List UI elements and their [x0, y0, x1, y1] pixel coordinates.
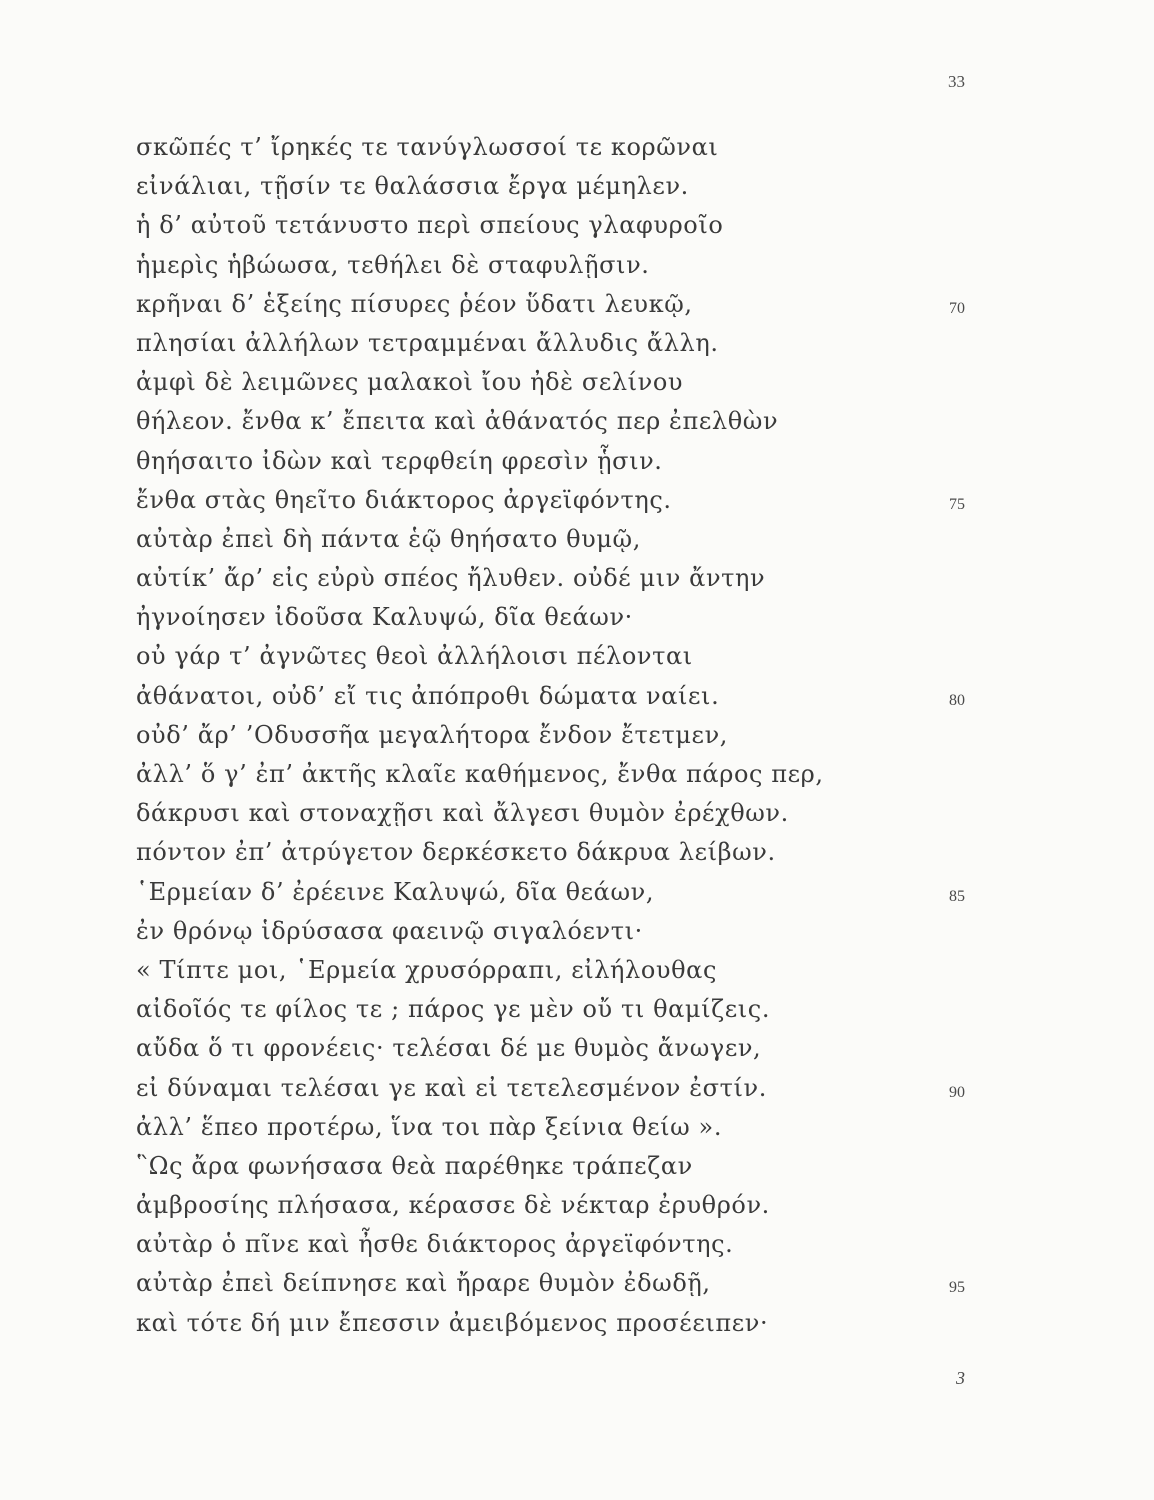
verse-text: ἐν θρόνῳ ἱδρύσασα φαεινῷ σιγαλόεντι·: [136, 916, 643, 945]
line-number: 85: [949, 887, 965, 905]
verse-line: [136, 520, 966, 559]
verse-line: [136, 246, 966, 285]
verse-line: [136, 206, 966, 245]
verse-line: [136, 990, 966, 1029]
verse-text: καὶ τότε δή μιν ἔπεσσιν ἀμειβόμενος προσέειπεν·: [136, 1308, 769, 1337]
verse-line: [136, 598, 966, 637]
verse-text: οὐ γάρ τ’ ἀγνῶτες θεοὶ ἀλλήλοισι πέλονται: [136, 642, 693, 671]
verse-line: [136, 951, 966, 990]
verse-text: σκῶπές τ’ ἴρηκές τε τανύγλωσσοί τε κορῶναι: [136, 133, 719, 161]
verse-text: ἡμερὶς ἡβώωσα, τεθήλει δὲ σταφυλῇσιν.: [136, 250, 650, 279]
verse-line: [136, 1029, 966, 1068]
verse-line: [136, 637, 966, 676]
verse-text: αἰδοῖός τε φίλος τε ; πάρος γε μὲν οὔ τι θαμίζεις.: [136, 995, 771, 1024]
line-number: 75: [949, 495, 965, 513]
verse-text: ἀμφὶ δὲ λειμῶνες μαλακοὶ ἴου ἠδὲ σελίνου: [136, 368, 684, 397]
verse-line: [136, 1186, 966, 1225]
signature-mark: 3: [956, 1368, 965, 1388]
verse-line: [136, 873, 966, 912]
verse-text: αὔδα ὅ τι φρονέεις· τελέσαι δέ με θυμὸς ἄνωγεν,: [136, 1034, 762, 1063]
page-number: 33: [948, 72, 965, 91]
verse-line: [136, 1264, 966, 1303]
verse-line: [136, 481, 966, 520]
verse-text: δάκρυσι καὶ στοναχῇσι καὶ ἄλγεσι θυμὸν ἐρέχθων.: [136, 799, 789, 828]
verse-text: « Τίπτε μοι, ῾Ερμεία χρυσόρραπι, εἰλήλουθας: [136, 955, 717, 984]
verse-text: θήλεον. ἔνθα κ’ ἔπειτα καὶ ἀθάνατός περ ἐπελθὼν: [136, 407, 779, 436]
verse-text: ἡ δ’ αὐτοῦ τετάνυστο περὶ σπείους γλαφυροῖο: [136, 211, 724, 240]
verse-line: [136, 402, 966, 441]
line-number: 80: [949, 691, 965, 709]
verse-text: ἀμβροσίης πλήσασα, κέρασσε δὲ νέκταρ ἐρυθρόν.: [136, 1191, 770, 1220]
verse-text: πλησίαι ἀλλήλων τετραμμέναι ἄλλυδις ἄλλη.: [136, 328, 719, 357]
verse-line: [136, 442, 966, 481]
verse-line: [136, 324, 966, 363]
verse-text: ἔνθα στὰς θηεῖτο διάκτορος ἀργεϊφόντης.: [136, 485, 672, 514]
verse-line: [136, 794, 966, 833]
verse-line: [136, 755, 966, 794]
verse-text: αὐτὰρ ὁ πῖνε καὶ ἦσθε διάκτορος ἀργεϊφόντης.: [136, 1230, 734, 1259]
verse-block: [136, 128, 966, 1343]
verse-text: αὐτὰρ ἐπεὶ δείπνησε καὶ ἤραρε θυμὸν ἐδωδῇ,: [136, 1269, 711, 1298]
verse-line: [136, 833, 966, 872]
verse-line: [136, 285, 966, 324]
line-number: 70: [949, 299, 965, 317]
verse-line: [136, 677, 966, 716]
verse-text: ῝Ως ἄρα φωνήσασα θεὰ παρέθηκε τράπεζαν: [136, 1151, 693, 1180]
verse-text: ῾Ερμείαν δ’ ἐρέεινε Καλυψώ, δῖα θεάων,: [136, 877, 655, 906]
verse-line: [136, 1304, 966, 1343]
verse-text: θηήσαιτο ἰδὼν καὶ τερφθείη φρεσὶν ᾗσιν.: [136, 446, 663, 475]
verse-line: [136, 716, 966, 755]
verse-text: πόντον ἐπ’ ἀτρύγετον δερκέσκετο δάκρυα λείβων.: [136, 838, 776, 867]
verse-text: εἰ δύναμαι τελέσαι γε καὶ εἰ τετελεσμένον ἐστίν.: [136, 1073, 767, 1102]
verse-line: [136, 1225, 966, 1264]
line-number: 90: [949, 1083, 965, 1101]
verse-line: [136, 1147, 966, 1186]
verse-line: [136, 363, 966, 402]
verse-text: αὐτὰρ ἐπεὶ δὴ πάντα ἑῷ θηήσατο θυμῷ,: [136, 524, 641, 553]
verse-text: ἠγνοίησεν ἰδοῦσα Καλυψώ, δῖα θεάων·: [136, 603, 633, 632]
verse-line: [136, 559, 966, 598]
verse-text: ἀλλ’ ὅ γ’ ἐπ’ ἀκτῆς κλαῖε καθήμενος, ἔνθα πάρος περ,: [136, 760, 824, 788]
verse-text: εἰνάλιαι, τῇσίν τε θαλάσσια ἔργα μέμηλεν.: [136, 172, 689, 201]
verse-text: ἀθάνατοι, οὐδ’ εἴ τις ἀπόπροθι δώματα ναίει.: [136, 681, 720, 710]
verse-text: οὐδ’ ἄρ’ ’Οδυσσῆα μεγαλήτορα ἔνδον ἔτετμεν,: [136, 720, 728, 749]
verse-text: αὐτίκ’ ἄρ’ εἰς εὐρὺ σπέος ἤλυθεν. οὐδέ μιν ἄντην: [136, 564, 766, 593]
verse-line: [136, 1108, 966, 1147]
verse-text: κρῆναι δ’ ἑξείης πίσυρες ῥέον ὕδατι λευκῷ,: [136, 289, 693, 318]
line-number: 95: [949, 1279, 965, 1297]
verse-line: [136, 912, 966, 951]
verse-line: [136, 167, 966, 206]
verse-line: [136, 1069, 966, 1108]
verse-line: [136, 128, 966, 167]
verse-text: ἀλλ’ ἕπεο προτέρω, ἵνα τοι πὰρ ξείνια θείω ».: [136, 1112, 723, 1141]
